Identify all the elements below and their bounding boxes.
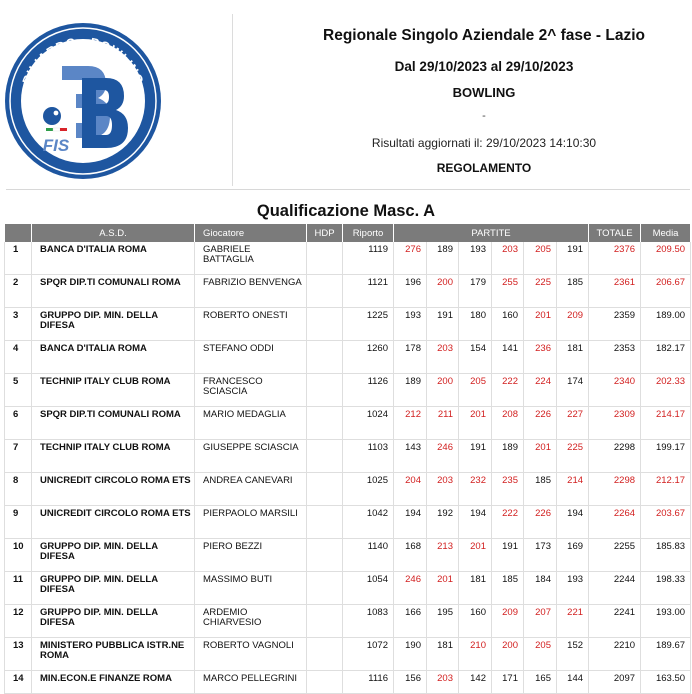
cell-partita-6: 193	[557, 572, 589, 605]
cell-partita-4: 171	[492, 671, 524, 694]
cell-totale: 2376	[589, 242, 641, 275]
cell-asd: GRUPPO DIP. MIN. DELLA DIFESA	[32, 572, 195, 605]
table-row	[5, 638, 691, 671]
cell-partita-3: 201	[459, 539, 492, 572]
cell-partita-6: 169	[557, 539, 589, 572]
cell-partita-6: 181	[557, 341, 589, 374]
cell-partita-2: 200	[427, 275, 459, 308]
cell-riporto: 1103	[343, 440, 394, 473]
cell-media: 202.33	[641, 374, 691, 407]
cell-riporto: 1083	[343, 605, 394, 638]
cell-partita-3: 179	[459, 275, 492, 308]
cell-totale: 2255	[589, 539, 641, 572]
cell-partita-6: 174	[557, 374, 589, 407]
cell-partita-1: 189	[394, 374, 427, 407]
cell-partita-1: 190	[394, 638, 427, 671]
cell-partita-5: 165	[524, 671, 557, 694]
cell-partita-2: 181	[427, 638, 459, 671]
cell-partita-3: 205	[459, 374, 492, 407]
cell-partita-5: 225	[524, 275, 557, 308]
cell-position: 6	[5, 407, 32, 440]
cell-asd: SPQR DIP.TI COMUNALI ROMA	[32, 407, 195, 440]
cell-partita-1: 246	[394, 572, 427, 605]
table-row	[5, 374, 691, 407]
cell-media: 193.00	[641, 605, 691, 638]
cell-partita-3: 181	[459, 572, 492, 605]
cell-position: 3	[5, 308, 32, 341]
cell-asd: UNICREDIT CIRCOLO ROMA ETS	[32, 473, 195, 506]
cell-hdp	[307, 506, 343, 539]
cell-partita-6: 185	[557, 275, 589, 308]
cell-partita-5: 201	[524, 308, 557, 341]
cell-position: 12	[5, 605, 32, 638]
cell-asd: BANCA D'ITALIA ROMA	[32, 341, 195, 374]
event-date-range: Dal 29/10/2023 al 29/10/2023	[394, 59, 574, 74]
cell-partita-1: 196	[394, 275, 427, 308]
cell-partita-5: 205	[524, 638, 557, 671]
cell-hdp	[307, 572, 343, 605]
svg-text:BILIARDO · BOWLING: BILIARDO · BOWLING	[19, 34, 147, 87]
cell-partita-4: 141	[492, 341, 524, 374]
cell-partita-2: 201	[427, 572, 459, 605]
cell-media: 198.33	[641, 572, 691, 605]
page-header	[0, 0, 692, 190]
cell-riporto: 1072	[343, 638, 394, 671]
cell-partita-5: 201	[524, 440, 557, 473]
cell-position: 2	[5, 275, 32, 308]
cell-partita-6: 194	[557, 506, 589, 539]
table-row	[5, 539, 691, 572]
cell-partita-1: 204	[394, 473, 427, 506]
cell-hdp	[307, 671, 343, 694]
results-table	[4, 224, 691, 694]
cell-totale: 2244	[589, 572, 641, 605]
header-dash: -	[482, 110, 486, 122]
cell-media: 189.67	[641, 638, 691, 671]
cell-totale: 2298	[589, 440, 641, 473]
cell-partita-3: 194	[459, 506, 492, 539]
cell-partita-1: 168	[394, 539, 427, 572]
cell-partita-4: 189	[492, 440, 524, 473]
cell-giocatore: FABRIZIO BENVENGA	[195, 275, 307, 308]
updated-value: 29/10/2023 14:10:30	[485, 136, 597, 150]
fis-logo	[2, 20, 164, 182]
cell-partita-4: 160	[492, 308, 524, 341]
cell-partita-3: 193	[459, 242, 492, 275]
cell-media: 212.17	[641, 473, 691, 506]
cell-partita-3: 201	[459, 407, 492, 440]
cell-partita-2: 203	[427, 473, 459, 506]
col-media-header: Media	[641, 224, 691, 242]
cell-partita-4: 222	[492, 506, 524, 539]
cell-partita-6: 152	[557, 638, 589, 671]
cell-media: 163.50	[641, 671, 691, 694]
cell-partita-2: 213	[427, 539, 459, 572]
cell-position: 7	[5, 440, 32, 473]
cell-riporto: 1121	[343, 275, 394, 308]
updated-label: Risultati aggiornati il:	[371, 136, 483, 150]
table-row	[5, 242, 691, 275]
cell-media: 185.83	[641, 539, 691, 572]
cell-position: 5	[5, 374, 32, 407]
col-pos-header	[5, 224, 32, 242]
cell-giocatore: ROBERTO VAGNOLI	[195, 638, 307, 671]
cell-partita-4: 208	[492, 407, 524, 440]
cell-position: 4	[5, 341, 32, 374]
cell-riporto: 1119	[343, 242, 394, 275]
table-header-row	[5, 224, 691, 242]
cell-hdp	[307, 605, 343, 638]
cell-partita-4: 191	[492, 539, 524, 572]
cell-partita-1: 143	[394, 440, 427, 473]
cell-partita-5: 173	[524, 539, 557, 572]
table-row	[5, 407, 691, 440]
cell-riporto: 1140	[343, 539, 394, 572]
cell-media: 199.17	[641, 440, 691, 473]
cell-giocatore: MARIO MEDAGLIA	[195, 407, 307, 440]
cell-partita-5: 224	[524, 374, 557, 407]
cell-partita-1: 166	[394, 605, 427, 638]
cell-media: 209.50	[641, 242, 691, 275]
cell-asd: GRUPPO DIP. MIN. DELLA DIFESA	[32, 605, 195, 638]
col-asd-header: A.S.D.	[32, 224, 195, 242]
cell-partita-1: 194	[394, 506, 427, 539]
cell-hdp	[307, 473, 343, 506]
cell-riporto: 1126	[343, 374, 394, 407]
cell-partita-2: 192	[427, 506, 459, 539]
cell-partita-2: 246	[427, 440, 459, 473]
cell-giocatore: MASSIMO BUTI	[195, 572, 307, 605]
cell-media: 182.17	[641, 341, 691, 374]
cell-partita-3: 191	[459, 440, 492, 473]
cell-totale: 2241	[589, 605, 641, 638]
cell-partita-3: 142	[459, 671, 492, 694]
cell-partita-2: 195	[427, 605, 459, 638]
col-riporto-header: Riporto	[343, 224, 394, 242]
cell-partita-6: 191	[557, 242, 589, 275]
cell-hdp	[307, 308, 343, 341]
cell-hdp	[307, 638, 343, 671]
cell-totale: 2359	[589, 308, 641, 341]
cell-partita-4: 203	[492, 242, 524, 275]
cell-partita-3: 210	[459, 638, 492, 671]
cell-partita-1: 193	[394, 308, 427, 341]
cell-position: 14	[5, 671, 32, 694]
cell-partita-1: 156	[394, 671, 427, 694]
cell-partita-3: 160	[459, 605, 492, 638]
cell-media: 189.00	[641, 308, 691, 341]
cell-riporto: 1225	[343, 308, 394, 341]
cell-partita-6: 144	[557, 671, 589, 694]
cell-partita-6: 209	[557, 308, 589, 341]
cell-asd: MIN.ECON.E FINANZE ROMA	[32, 671, 195, 694]
cell-hdp	[307, 407, 343, 440]
table-row	[5, 275, 691, 308]
section-title: Qualificazione Masc. A	[256, 202, 436, 220]
cell-partita-6: 221	[557, 605, 589, 638]
header-bottom-line	[6, 189, 690, 190]
col-partite-header: PARTITE	[394, 224, 589, 242]
cell-giocatore: STEFANO ODDI	[195, 341, 307, 374]
cell-riporto: 1260	[343, 341, 394, 374]
cell-totale: 2210	[589, 638, 641, 671]
cell-partita-4: 209	[492, 605, 524, 638]
cell-asd: MINISTERO PUBBLICA ISTR.NE ROMA	[32, 638, 195, 671]
cell-hdp	[307, 440, 343, 473]
cell-riporto: 1024	[343, 407, 394, 440]
cell-hdp	[307, 242, 343, 275]
cell-totale: 2298	[589, 473, 641, 506]
cell-giocatore: GABRIELE BATTAGLIA	[195, 242, 307, 275]
cell-giocatore: PIERPAOLO MARSILI	[195, 506, 307, 539]
table-row	[5, 671, 691, 694]
cell-asd: GRUPPO DIP. MIN. DELLA DIFESA	[32, 308, 195, 341]
event-discipline: BOWLING	[452, 85, 516, 100]
event-title: Regionale Singolo Aziendale 2^ fase - Lazio	[323, 27, 645, 44]
cell-position: 8	[5, 473, 32, 506]
cell-totale: 2340	[589, 374, 641, 407]
cell-position: 11	[5, 572, 32, 605]
cell-partita-2: 211	[427, 407, 459, 440]
cell-partita-5: 185	[524, 473, 557, 506]
cell-totale: 2264	[589, 506, 641, 539]
table-row	[5, 341, 691, 374]
cell-partita-3: 154	[459, 341, 492, 374]
cell-riporto: 1042	[343, 506, 394, 539]
cell-position: 10	[5, 539, 32, 572]
cell-hdp	[307, 275, 343, 308]
cell-partita-5: 205	[524, 242, 557, 275]
cell-giocatore: GIUSEPPE SCIASCIA	[195, 440, 307, 473]
cell-totale: 2361	[589, 275, 641, 308]
cell-giocatore: FRANCESCO SCIASCIA	[195, 374, 307, 407]
cell-partita-5: 226	[524, 407, 557, 440]
cell-asd: TECHNIP ITALY CLUB ROMA	[32, 374, 195, 407]
cell-partita-2: 200	[427, 374, 459, 407]
cell-position: 13	[5, 638, 32, 671]
updated-timestamp	[284, 136, 684, 150]
cell-totale: 2097	[589, 671, 641, 694]
cell-partita-5: 184	[524, 572, 557, 605]
cell-media: 214.17	[641, 407, 691, 440]
svg-text:FIS: FIS	[42, 136, 70, 155]
cell-hdp	[307, 374, 343, 407]
cell-giocatore: MARCO PELLEGRINI	[195, 671, 307, 694]
cell-asd: BANCA D'ITALIA ROMA	[32, 242, 195, 275]
regulation-link[interactable]: REGOLAMENTO	[436, 161, 532, 175]
cell-media: 203.67	[641, 506, 691, 539]
col-giocatore-header: Giocatore	[195, 224, 307, 242]
cell-giocatore: ANDREA CANEVARI	[195, 473, 307, 506]
cell-partita-1: 276	[394, 242, 427, 275]
cell-giocatore: ARDEMIO CHIARVESIO	[195, 605, 307, 638]
cell-hdp	[307, 341, 343, 374]
cell-asd: TECHNIP ITALY CLUB ROMA	[32, 440, 195, 473]
cell-partita-2: 189	[427, 242, 459, 275]
cell-hdp	[307, 539, 343, 572]
cell-partita-4: 235	[492, 473, 524, 506]
cell-asd: SPQR DIP.TI COMUNALI ROMA	[32, 275, 195, 308]
cell-partita-6: 227	[557, 407, 589, 440]
cell-partita-5: 236	[524, 341, 557, 374]
col-totale-header: TOTALE	[589, 224, 641, 242]
cell-partita-2: 191	[427, 308, 459, 341]
cell-totale: 2353	[589, 341, 641, 374]
cell-asd: UNICREDIT CIRCOLO ROMA ETS	[32, 506, 195, 539]
cell-riporto: 1116	[343, 671, 394, 694]
cell-partita-1: 178	[394, 341, 427, 374]
cell-totale: 2309	[589, 407, 641, 440]
cell-giocatore: ROBERTO ONESTI	[195, 308, 307, 341]
cell-media: 206.67	[641, 275, 691, 308]
cell-partita-4: 255	[492, 275, 524, 308]
header-divider	[232, 14, 233, 186]
cell-asd: GRUPPO DIP. MIN. DELLA DIFESA	[32, 539, 195, 572]
cell-partita-5: 226	[524, 506, 557, 539]
cell-partita-1: 212	[394, 407, 427, 440]
table-row	[5, 308, 691, 341]
table-row	[5, 605, 691, 638]
cell-partita-2: 203	[427, 671, 459, 694]
cell-position: 9	[5, 506, 32, 539]
cell-partita-2: 203	[427, 341, 459, 374]
table-row	[5, 440, 691, 473]
cell-partita-6: 225	[557, 440, 589, 473]
col-hdp-header: HDP	[307, 224, 343, 242]
cell-giocatore: PIERO BEZZI	[195, 539, 307, 572]
cell-partita-4: 185	[492, 572, 524, 605]
cell-partita-3: 180	[459, 308, 492, 341]
cell-position: 1	[5, 242, 32, 275]
table-row	[5, 572, 691, 605]
cell-partita-4: 200	[492, 638, 524, 671]
cell-riporto: 1025	[343, 473, 394, 506]
cell-riporto: 1054	[343, 572, 394, 605]
cell-partita-6: 214	[557, 473, 589, 506]
table-row	[5, 473, 691, 506]
cell-partita-4: 222	[492, 374, 524, 407]
cell-partita-3: 232	[459, 473, 492, 506]
cell-partita-5: 207	[524, 605, 557, 638]
table-row	[5, 506, 691, 539]
